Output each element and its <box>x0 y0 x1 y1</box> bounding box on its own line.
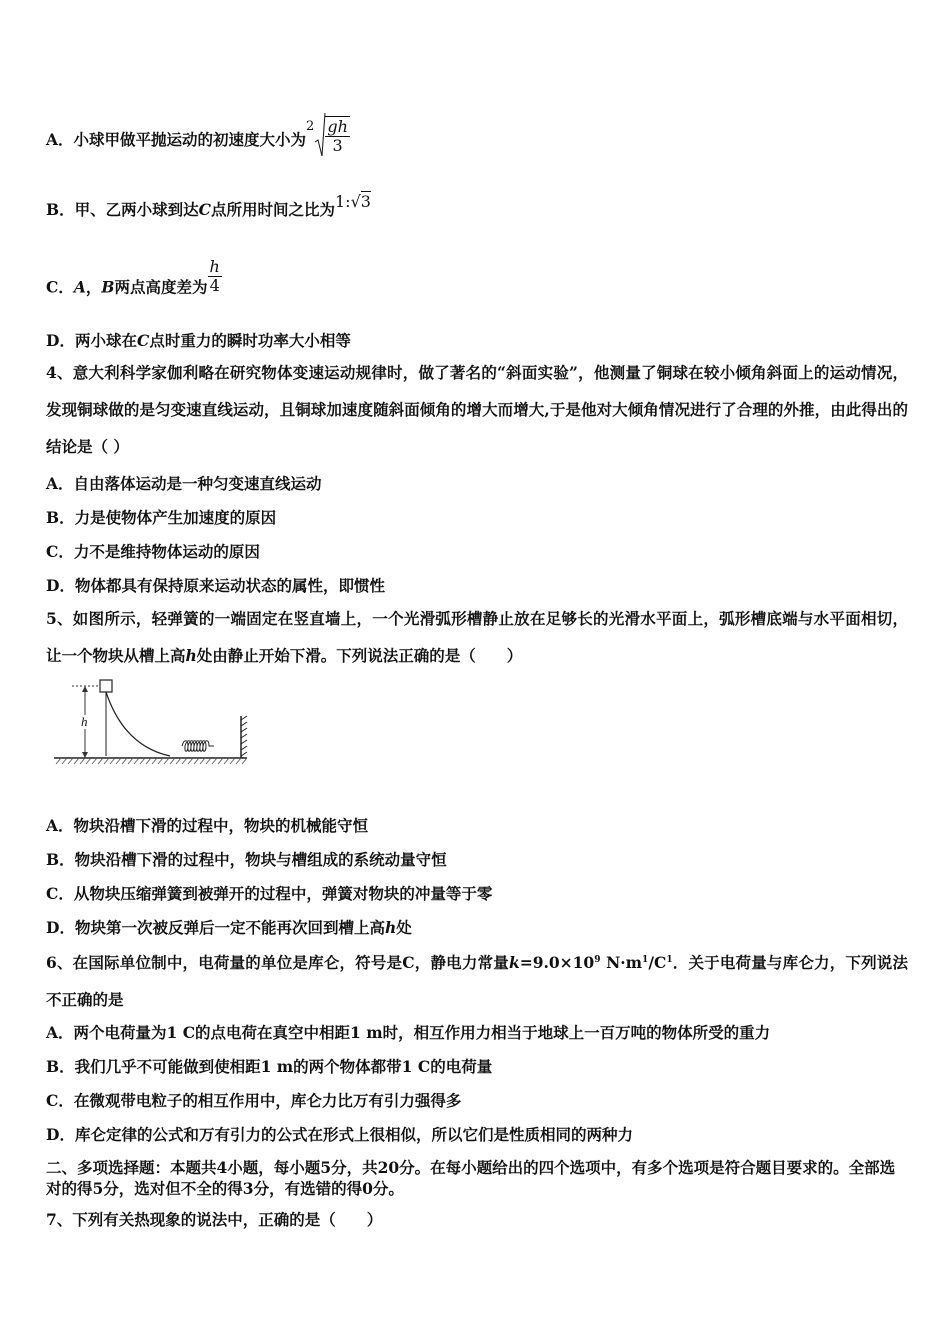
section-2-heading: 二、多项选择题：本题共4小题，每小题5分，共20分。在每小题给出的四个选项中，有多个选项是符合题目要求的。全部选对的得5分，选对但不全的得3分，有选错的得0分。 <box>46 1158 896 1198</box>
option-text-pre: 两小球在 <box>74 331 137 350</box>
option-text-post: 点时重力的瞬时功率大小相等 <box>149 331 351 350</box>
q5-option-a: A．物块沿槽下滑的过程中，物块的机械能守恒 <box>46 816 369 835</box>
k-exponent-3: 1 <box>666 955 673 965</box>
q3-option-d <box>46 329 351 351</box>
stem-pre: 5、如图所示，轻弹簧的一端固定在竖直墙上，一个光滑弧形槽静止放在足够长的光滑水平面上，弧形槽底端与水平面相切，让一个物块从槽上高 <box>46 609 908 665</box>
stem-post: ．关于电荷量与库仑力，下列说法不正确的是 <box>46 953 908 1010</box>
ramp-spring-figure <box>52 676 252 768</box>
q5-option-c: C．从物块压缩弹簧到被弹开的过程中，弹簧对物块的冲量等于零 <box>46 884 493 903</box>
q4-option-b: B．力是使物体产生加速度的原因 <box>46 508 277 527</box>
fraction-denominator: 4 <box>209 276 220 295</box>
point-c: C <box>198 200 211 219</box>
k-unit-2: /C <box>648 953 667 973</box>
option-letter: A． <box>46 130 74 149</box>
k-value: =9.0×10 <box>519 953 595 973</box>
question-7-stem: 7、下列有关热现象的说法中，正确的是（ ） <box>46 1210 383 1229</box>
option-letter: D． <box>46 331 75 350</box>
k-var: k <box>508 953 520 973</box>
question-4-stem: 4、意大利科学家伽利略在研究物体变速运动规律时，做了著名的“斜面实验”，他测量了铜球在较小倾角斜面上的运动情况，发现铜球做的是匀变速直线运动，且铜球加速度随斜面倾角的增大而增大,于是他对大倾角情况进行了合理的外推，由此得出的结论是（ ） <box>46 363 908 456</box>
k-exponent-2: 1 <box>642 955 649 965</box>
q3-option-a <box>46 118 350 164</box>
q5-option-d <box>46 916 412 938</box>
point-a: A <box>73 277 86 297</box>
k-exponent: 9 <box>594 955 601 965</box>
ratio-expression: 1:√3 <box>334 192 371 211</box>
fraction-denominator: 3 <box>332 135 343 155</box>
block <box>100 680 112 692</box>
stem-pre: 6、在国际单位制中，电荷量的单位是库仑，符号是C，静电力常量 <box>46 953 509 973</box>
option-text-pre: D．物块第一次被反弹后一定不能再次回到槽上高 <box>46 918 385 937</box>
q6-option-d: D．库仑定律的公式和万有引力的公式在形式上很相似，所以它们是性质相同的两种力 <box>46 1125 633 1144</box>
root-value: 3 <box>360 192 371 211</box>
height-var: h <box>185 646 197 665</box>
q3-option-c <box>46 257 222 307</box>
option-letter: B． <box>46 200 75 219</box>
height-label: h <box>81 714 88 729</box>
q5-option-b: B．物块沿槽下滑的过程中，物块与槽组成的系统动量守恒 <box>46 850 447 869</box>
fraction-numerator: h <box>209 257 220 276</box>
spring <box>182 741 214 752</box>
ground-hatch <box>56 758 247 764</box>
option-text-pre: 甲、乙两小球到达 <box>74 200 199 219</box>
q6-option-b: B．我们几乎不可能做到使相距1 m的两个物体都带1 C的电荷量 <box>46 1057 493 1076</box>
question-5-stem <box>46 600 908 674</box>
sqrt-expression <box>306 112 350 158</box>
q6-option-c: C．在微观带电粒子的相互作用中，库仑力比万有引力强得多 <box>46 1091 462 1110</box>
option-letter: C． <box>46 277 74 297</box>
option-text-post: 点所用时间之比为 <box>210 200 335 219</box>
option-text: 两点高度差为 <box>114 277 208 297</box>
q6-option-a: A．两个电荷量为1 C的点电荷在真空中相距1 m时，相互作用力相当于地球上一百万吨的物体所受的重力 <box>46 1023 771 1042</box>
point-b: B <box>101 277 115 297</box>
height-arrow-down-icon <box>82 752 88 758</box>
q4-option-d: D．物体都具有保持原来运动状态的属性，即惯性 <box>46 576 385 595</box>
height-var: h <box>384 918 397 937</box>
q4-option-a: A．自由落体运动是一种匀变速直线运动 <box>46 474 322 493</box>
fraction <box>208 258 222 295</box>
point-c: C <box>136 331 150 350</box>
ratio: 1: <box>334 192 351 211</box>
option-text: 小球甲做平抛运动的初速度大小为 <box>73 130 307 149</box>
coefficient: 2 <box>306 118 315 134</box>
q3-option-b <box>46 192 371 220</box>
q4-option-c: C．力不是维持物体运动的原因 <box>46 542 260 561</box>
height-arrow-up-icon <box>82 686 88 692</box>
k-unit-1: N·m <box>600 953 643 973</box>
question-6-stem <box>46 942 908 1018</box>
fraction-numerator: gh <box>327 116 348 136</box>
wall-hatch <box>241 716 247 756</box>
separator: ， <box>85 277 102 297</box>
option-text-post: 处 <box>396 918 412 937</box>
curved-slot <box>106 692 170 756</box>
stem-post: 处由静止开始下滑。下列说法正确的是（ ） <box>196 646 523 665</box>
